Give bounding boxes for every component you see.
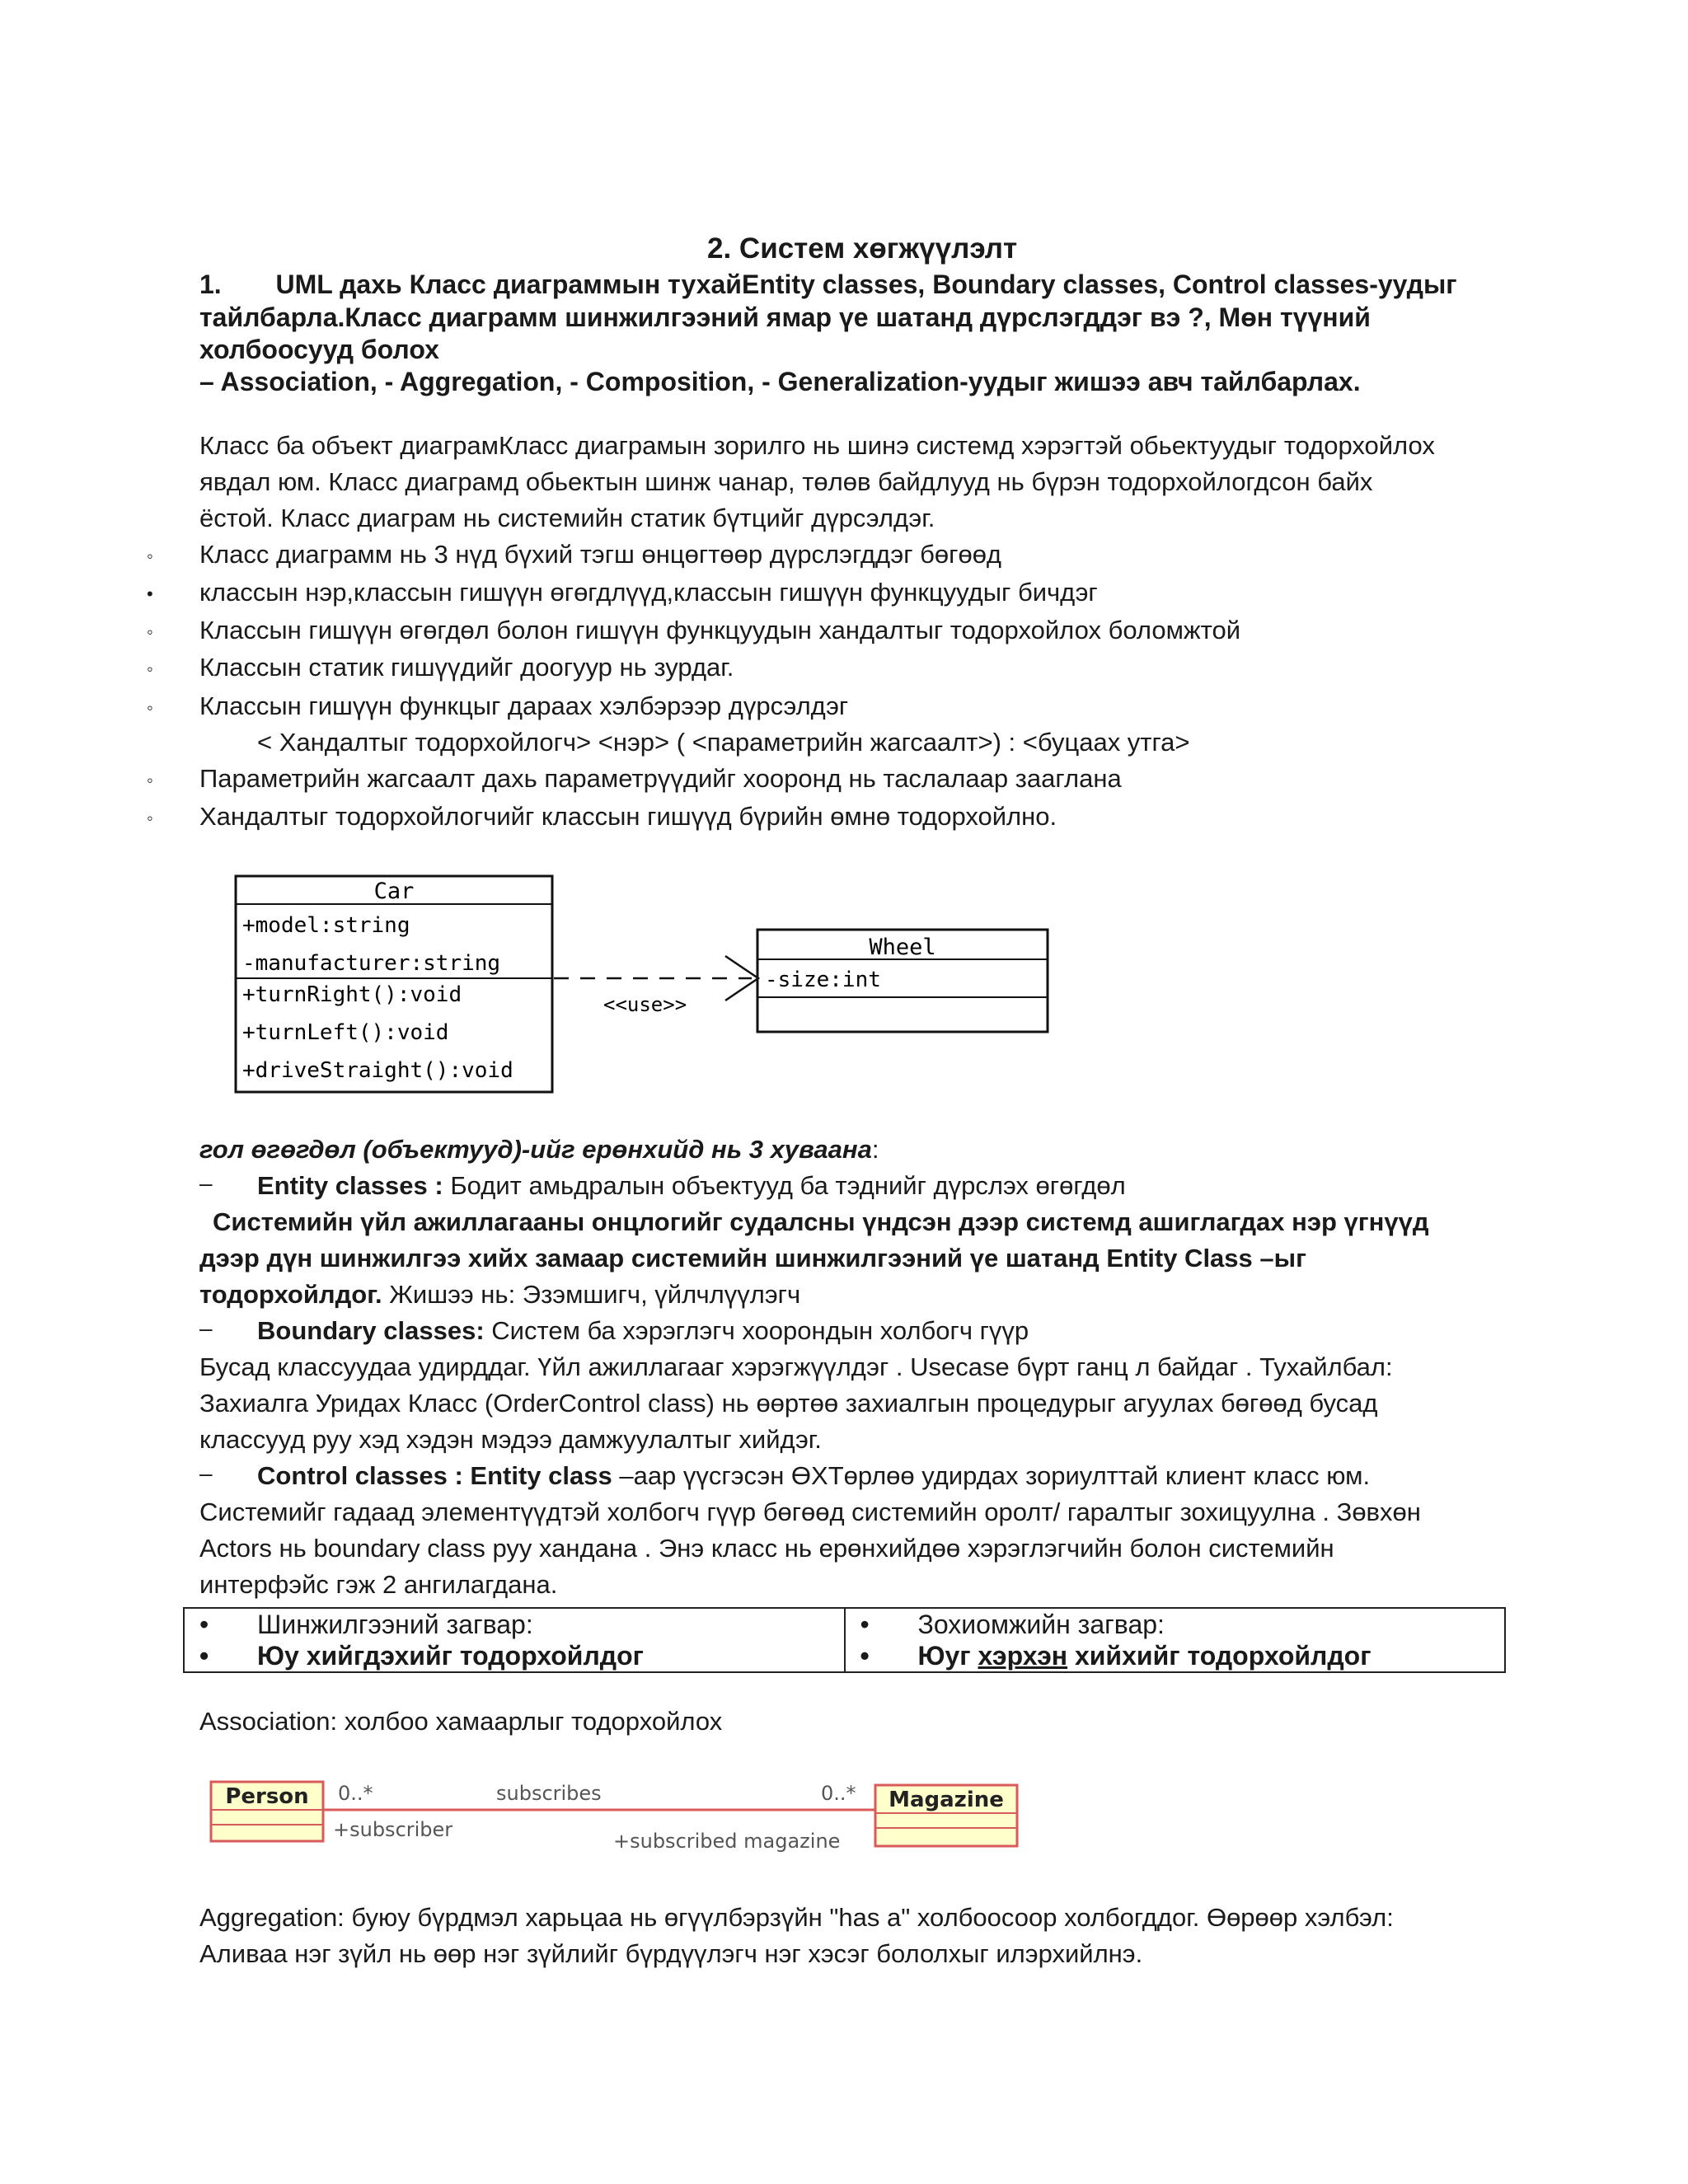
design-model-cell <box>845 1608 1506 1672</box>
intro-line-1: Класс ба объект диаграмКласс диаграмын зорилго нь шинэ системд хэрэгтэй обьектуудыг тодорхойлох <box>199 431 1435 460</box>
bullet-circle: ◦ <box>147 658 153 679</box>
car-operation: +turnRight():void <box>242 982 462 1007</box>
control-paragraph-1: Системийг гадаад элементүүдтэй холбогч гүүр бөгөөд системийн оролт/ гаралтыг зохицуулна . Зөвхөн <box>199 1497 1421 1526</box>
car-operation: +turnLeft():void <box>242 1020 449 1045</box>
analysis-model-desc: Юу хийгдэхийг тодорхойлдог <box>257 1641 644 1671</box>
bullet-3: Классын гишүүн өгөгдөл болон гишүүн функцуудын хандалтыг тодорхойлох боломжтой <box>199 616 1241 644</box>
intro-line-3: ёстой. Класс диаграм нь системийн статик бүтцийг дүрсэлдэг. <box>199 504 935 532</box>
question-line-4: – Association, - Aggregation, - Composition, - Generalization-уудыг жишээ авч тайлбарлах. <box>199 367 1361 396</box>
bullet-6: Параметрийн жагсаалт дахь параметрүүдийг хооронд нь таслалаар зааглана <box>199 764 1122 793</box>
dependency-arrow <box>554 956 758 1016</box>
question-line-2: тайлбарла.Класс диаграмм шинжилгээний ямар үе шатанд дүрслэгддэг вэ ?, Мөн түүний <box>199 302 1371 332</box>
association-description: Association: холбоо хамаарлыг тодорхойлох <box>199 1707 723 1736</box>
car-wheel-class-diagram <box>231 869 1055 1100</box>
role-right: +subscribed magazine <box>613 1830 841 1853</box>
bullet-circle: ◦ <box>147 697 153 718</box>
design-model-title: Зохиомжийн загвар: <box>917 1610 1165 1639</box>
boundary-classes-line <box>257 1313 1029 1349</box>
analysis-model-title: Шинжилгээний загвар: <box>257 1610 533 1639</box>
control-classes-line <box>257 1458 1370 1494</box>
role-left: +subscriber <box>333 1818 453 1841</box>
design-model-desc-part: Юуг <box>917 1641 978 1671</box>
dash-marker: – <box>199 1460 213 1486</box>
bullet-dot: • <box>147 583 153 604</box>
question-line-3: холбоосууд болох <box>199 335 439 364</box>
bullet-circle: ◦ <box>147 621 153 642</box>
control-classes-text: –аар үүсгэсэн ӨХТөрлөө удирдах зориулттай клиент класс юм. <box>612 1461 1371 1490</box>
boundary-classes-text: Систем ба хэрэглэгч хоорондын холбогч гүүр <box>484 1316 1029 1345</box>
boundary-classes-label: Boundary classes: <box>257 1316 485 1345</box>
bullet-circle: ◦ <box>147 546 153 566</box>
entity-bold-3: тодорхойлдог. <box>199 1280 382 1309</box>
entity-bold-1: Системийн үйл ажиллагааны онцлогийг судалсны үндсэн дээр системд ашиглагдах нэр үгнүүд <box>213 1207 1429 1236</box>
multiplicity-left: 0..* <box>338 1782 373 1805</box>
wheel-class-box <box>757 930 1048 1032</box>
car-class-name: Car <box>373 879 415 904</box>
table-bullet: • <box>860 1610 870 1639</box>
wheel-class-name: Wheel <box>869 935 936 960</box>
control-classes-label: Control classes : Entity class <box>257 1461 612 1490</box>
section-title: 2. Систем хөгжүүлэлт <box>707 232 1018 265</box>
entity-example: Жишээ нь: Эзэмшигч, үйлчлүүлэгч <box>382 1280 801 1309</box>
design-model-desc-part: хийхийг тодорхойлдог <box>1067 1641 1372 1671</box>
table-bullet: • <box>199 1610 209 1639</box>
use-stereotype: <<use>> <box>603 993 687 1016</box>
wheel-attribute: -size:int <box>765 968 881 992</box>
question-number: 1. <box>199 269 222 299</box>
question-line-1 <box>199 268 1457 301</box>
bullet-1: Класс диаграмм нь 3 нүд бүхий тэгш өнцөгтөөр дүрслэгддэг бөгөөд <box>199 540 1002 569</box>
person-class-box <box>211 1782 323 1841</box>
design-model-desc <box>918 1640 1372 1671</box>
analysis-model-cell <box>184 1608 845 1672</box>
bullet-circle: ◦ <box>147 808 153 828</box>
main-data-heading <box>199 1132 879 1168</box>
main-data-heading-text: гол өгөгдөл (объектууд)-ийг ерөнхийд нь 3 хуваана <box>199 1135 872 1164</box>
bullet-2: классын нэр,классын гишүүн өгөгдлүүд,классын гишүүн функцуудыг бичдэг <box>199 578 1098 607</box>
car-operation: +driveStraight():void <box>242 1058 513 1083</box>
bullet-circle: ◦ <box>147 770 153 790</box>
table-bullet: • <box>199 1641 209 1671</box>
control-paragraph-3: интерфэйс гэж 2 ангилагдана. <box>199 1570 558 1599</box>
person-class-name: Person <box>225 1784 309 1809</box>
intro-line-2: явдал юм. Класс диаграмд обьектын шинж чанар, төлөв байдлууд нь бүрэн тодорхойлогдсон байх <box>199 467 1373 496</box>
boundary-paragraph-3: классууд руу хэд хэдэн мэдээ дамжуулалтыг хийдэг. <box>199 1425 822 1454</box>
car-attribute: -manufacturer:string <box>242 951 501 976</box>
magazine-class-box <box>875 1785 1017 1846</box>
dash-marker: – <box>199 1170 213 1196</box>
bullet-4: Классын статик гишүүдийг доогуур нь зурдаг. <box>199 653 734 682</box>
boundary-paragraph-2: Захиалга Уридах Класс (OrderControl class) нь өөртөө захиалгын процедурыг агуулах бөгөөд бусад <box>199 1389 1378 1418</box>
entity-bold-2: дээр дүн шинжилгээ хийх замаар системийн шинжилгээний үе шатанд Entity Class –ыг <box>199 1244 1307 1272</box>
entity-classes-text: Бодит амьдралын объектууд ба тэднийг дүрслэх өгөгдөл <box>443 1171 1126 1200</box>
car-attribute: +model:string <box>242 913 410 938</box>
multiplicity-right: 0..* <box>821 1782 856 1805</box>
entity-bold-3-line <box>199 1277 800 1313</box>
main-data-heading-colon: : <box>871 1135 879 1164</box>
entity-classes-line <box>257 1168 1126 1204</box>
entity-classes-label: Entity classes : <box>257 1171 443 1200</box>
boundary-paragraph-1: Бусад классуудаа удирддаг. Үйл ажиллагааг хэрэгжүүлдэг . Usecase бүрт ганц л байдаг . Тухайлбал: <box>199 1352 1393 1381</box>
bullet-7: Хандалтыг тодорхойлогчийг классын гишүүд бүрийн өмнө тодорхойлно. <box>199 802 1057 831</box>
dash-marker: – <box>199 1315 213 1341</box>
association-diagram <box>206 1770 1030 1869</box>
aggregation-line-1: Aggregation: буюу бүрдмэл харьцаа нь өгүүлбэрзүйн "has a" холбоосоор холбогддог. Өөрөөр хэлбэл: <box>199 1903 1394 1932</box>
aggregation-line-2: Аливаа нэг зүйл нь өөр нэг зүйлийг бүрдүүлэгч нэг хэсэг бололхыг илэрхийлнэ. <box>199 1939 1143 1968</box>
design-model-desc-underlined: хэрхэн <box>978 1641 1068 1671</box>
car-class-box <box>236 876 552 1092</box>
table-bullet: • <box>860 1641 870 1671</box>
association-name: subscribes <box>496 1782 602 1805</box>
method-signature: < Хандалтыг тодорхойлогч> <нэр> ( <параметрийн жагсаалт>) : <буцаах утга> <box>257 728 1190 757</box>
bullet-5: Классын гишүүн функцыг дараах хэлбэрээр дүрсэлдэг <box>199 691 849 720</box>
magazine-class-name: Magazine <box>889 1788 1004 1812</box>
model-comparison-table <box>183 1607 1506 1673</box>
control-paragraph-2: Actors нь boundary class руу хандана . Энэ класс нь ерөнхийдөө хэрэглэгчийн болон системийн <box>199 1534 1334 1563</box>
question-text-1: UML дахь Класс диаграммын тухайEntity classes, Boundary classes, Control classes-уудыг <box>275 269 1457 299</box>
